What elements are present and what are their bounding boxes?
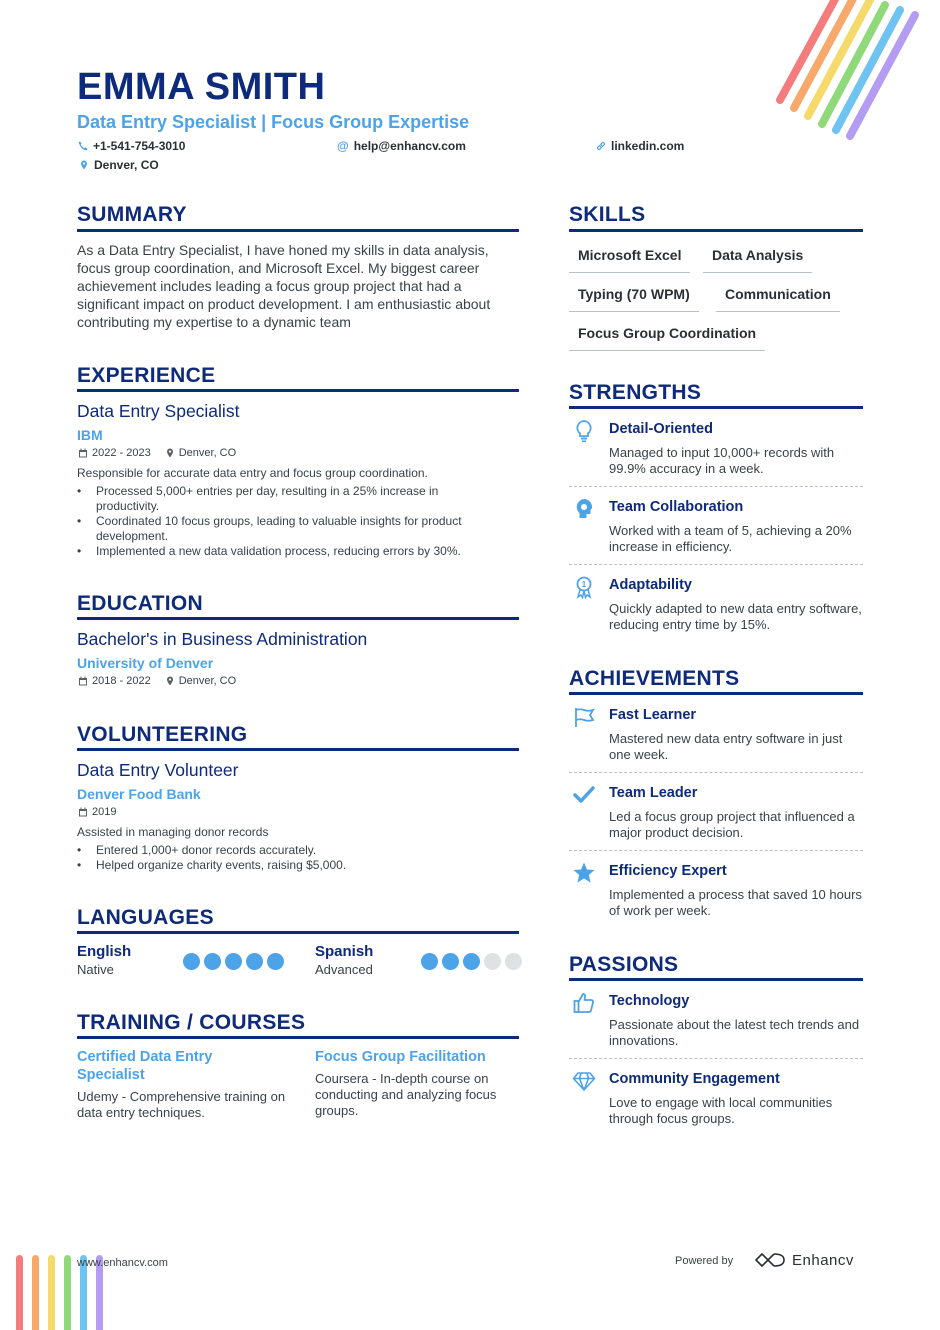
rating-dot <box>442 953 459 970</box>
list-item: • Coordinated 10 focus groups, leading to valuable insights for product development. <box>77 514 497 544</box>
volunteering-org: Denver Food Bank <box>77 786 201 802</box>
calendar-icon <box>78 676 88 686</box>
experience-location: Denver, CO <box>178 447 237 459</box>
diamond-icon <box>570 1067 598 1095</box>
course-title: Certified Data Entry Specialist <box>77 1049 213 1083</box>
course-description: Coursera - In-depth course on conducting and analyzing focus groups. <box>315 1071 497 1118</box>
list-item: • Entered 1,000+ donor records accurately. <box>77 843 497 858</box>
passion-title: Community Engagement <box>609 1071 780 1087</box>
powered-by-label: Powered by <box>675 1255 734 1267</box>
brand-logo[interactable] <box>754 1251 854 1269</box>
rating-dot <box>246 953 263 970</box>
passions-divider <box>569 978 863 981</box>
volunteering-dates: 2019 <box>92 806 117 818</box>
thumbs-up-icon <box>570 989 598 1017</box>
volunteering-meta <box>78 806 116 818</box>
skills-divider <box>569 229 863 232</box>
training-heading: TRAINING / COURSES <box>77 1011 306 1034</box>
strength-title: Adaptability <box>609 577 692 593</box>
entry-divider <box>569 1058 863 1059</box>
candidate-tagline: Data Entry Specialist | Focus Group Expertise <box>77 112 470 132</box>
education-divider <box>77 617 519 620</box>
languages-heading: LANGUAGES <box>77 906 214 929</box>
strength-description: Worked with a team of 5, achieving a 20% increase in efficiency. <box>609 523 852 554</box>
experience-company: IBM <box>77 427 103 443</box>
passion-description: Love to engage with local communities through focus groups. <box>609 1095 833 1126</box>
rating-dot <box>484 953 501 970</box>
language-rating <box>421 953 522 970</box>
language-name: English <box>77 943 132 960</box>
rainbow-decoration <box>770 0 940 145</box>
location-text: Denver, CO <box>94 158 159 172</box>
experience-role: Data Entry Specialist <box>77 401 240 421</box>
entry-divider <box>569 850 863 851</box>
enhancv-logo-icon <box>754 1251 786 1269</box>
strengths-heading: STRENGTHS <box>569 381 702 404</box>
languages-divider <box>77 931 519 934</box>
achievement-title: Fast Learner <box>609 707 697 723</box>
education-meta <box>78 675 236 687</box>
summary-text: As a Data Entry Specialist, I have honed my skills in data analysis, focus group coordination, and Microsoft Excel. My biggest career achievement includes leading a focus group project that had a significant impact on product development. I am enthusiastic about contributing my expertise to a dynamic team <box>77 242 491 330</box>
experience-heading: EXPERIENCE <box>77 364 216 387</box>
rating-dot <box>267 953 284 970</box>
entry-divider <box>569 772 863 773</box>
linkedin-url: linkedin.com <box>611 139 685 153</box>
email-address: help@enhancv.com <box>353 139 466 153</box>
map-pin-icon <box>79 160 89 170</box>
skill-tag: Data Analysis <box>703 247 812 273</box>
language-level: Advanced <box>315 962 373 977</box>
strength-title: Team Collaboration <box>609 499 744 515</box>
flag-icon <box>570 703 598 731</box>
education-school: University of Denver <box>77 655 214 671</box>
candidate-name: EMMA SMITH <box>77 66 326 108</box>
rating-dot <box>225 953 242 970</box>
volunteering-bullets <box>77 843 497 873</box>
volunteering-description: Assisted in managing donor records <box>77 825 269 839</box>
achievement-description: Mastered new data entry software in just one week. <box>609 731 843 762</box>
lightbulb-icon <box>570 417 598 445</box>
course-description: Udemy - Comprehensive training on data entry techniques. <box>77 1089 286 1120</box>
achievement-title: Efficiency Expert <box>609 863 727 879</box>
course-title: Focus Group Facilitation <box>315 1049 486 1065</box>
strength-title: Detail-Oriented <box>609 421 713 437</box>
achievements-heading: ACHIEVEMENTS <box>569 667 740 690</box>
calendar-icon <box>78 807 88 817</box>
footer-url[interactable]: www.enhancv.com <box>77 1257 168 1269</box>
volunteering-divider <box>77 748 519 751</box>
achievement-title: Team Leader <box>609 785 698 801</box>
language-rating <box>183 953 284 970</box>
rating-dot <box>463 953 480 970</box>
location-contact <box>79 158 159 172</box>
experience-divider <box>77 389 519 392</box>
at-icon: @ <box>337 139 349 153</box>
list-item: • Helped organize charity events, raising $5,000. <box>77 858 497 873</box>
list-item: • Implemented a new data validation process, reducing errors by 30%. <box>77 544 497 559</box>
education-dates: 2018 - 2022 <box>92 675 151 687</box>
brand-name: Enhancv <box>792 1251 854 1269</box>
skills-heading: SKILLS <box>569 203 646 226</box>
strength-description: Managed to input 10,000+ records with 99.9% accuracy in a week. <box>609 445 835 476</box>
skill-tag: Focus Group Coordination <box>569 325 765 351</box>
list-item: • Processed 5,000+ entries per day, resulting in a 25% increase in productivity. <box>77 484 497 514</box>
experience-description: Responsible for accurate data entry and focus group coordination. <box>77 466 428 480</box>
email-contact[interactable] <box>337 139 466 153</box>
medal-icon <box>570 573 598 601</box>
strengths-divider <box>569 406 863 409</box>
education-heading: EDUCATION <box>77 592 203 615</box>
calendar-icon <box>78 448 88 458</box>
achievements-divider <box>569 692 863 695</box>
volunteering-role: Data Entry Volunteer <box>77 760 239 780</box>
check-icon <box>570 781 598 809</box>
achievement-description: Implemented a process that saved 10 hours of work per week. <box>609 887 862 918</box>
map-pin-icon <box>165 448 175 458</box>
experience-bullets <box>77 484 497 559</box>
star-icon <box>570 859 598 887</box>
linkedin-contact[interactable] <box>596 139 684 153</box>
entry-divider <box>569 564 863 565</box>
phone-icon <box>78 141 88 151</box>
experience-dates: 2022 - 2023 <box>92 447 151 459</box>
training-divider <box>77 1036 519 1039</box>
link-icon <box>596 141 606 151</box>
language-name: Spanish <box>315 943 374 960</box>
rating-dot <box>183 953 200 970</box>
summary-divider <box>77 229 519 232</box>
passion-description: Passionate about the latest tech trends and innovations. <box>609 1017 860 1048</box>
rating-dot <box>421 953 438 970</box>
skill-tag: Microsoft Excel <box>569 247 690 273</box>
education-degree: Bachelor's in Business Administration <box>77 629 368 649</box>
skill-tag: Typing (70 WPM) <box>569 286 699 312</box>
experience-meta <box>78 447 236 459</box>
summary-heading: SUMMARY <box>77 203 187 226</box>
phone-contact[interactable] <box>78 139 185 153</box>
skill-tag: Communication <box>716 286 840 312</box>
rating-dot <box>204 953 221 970</box>
education-location: Denver, CO <box>178 675 237 687</box>
phone-number: +1-541-754-3010 <box>93 139 186 153</box>
entry-divider <box>569 486 863 487</box>
rating-dot <box>505 953 522 970</box>
strength-description: Quickly adapted to new data entry software, reducing entry time by 15%. <box>609 601 862 632</box>
achievement-description: Led a focus group project that influenced a major product decision. <box>609 809 855 840</box>
svg-text:1: 1 <box>581 580 587 589</box>
head-icon <box>570 495 598 523</box>
passions-heading: PASSIONS <box>569 953 679 976</box>
passion-title: Technology <box>609 993 690 1009</box>
language-level: Native <box>77 962 114 977</box>
map-pin-icon <box>165 676 175 686</box>
volunteering-heading: VOLUNTEERING <box>77 723 248 746</box>
